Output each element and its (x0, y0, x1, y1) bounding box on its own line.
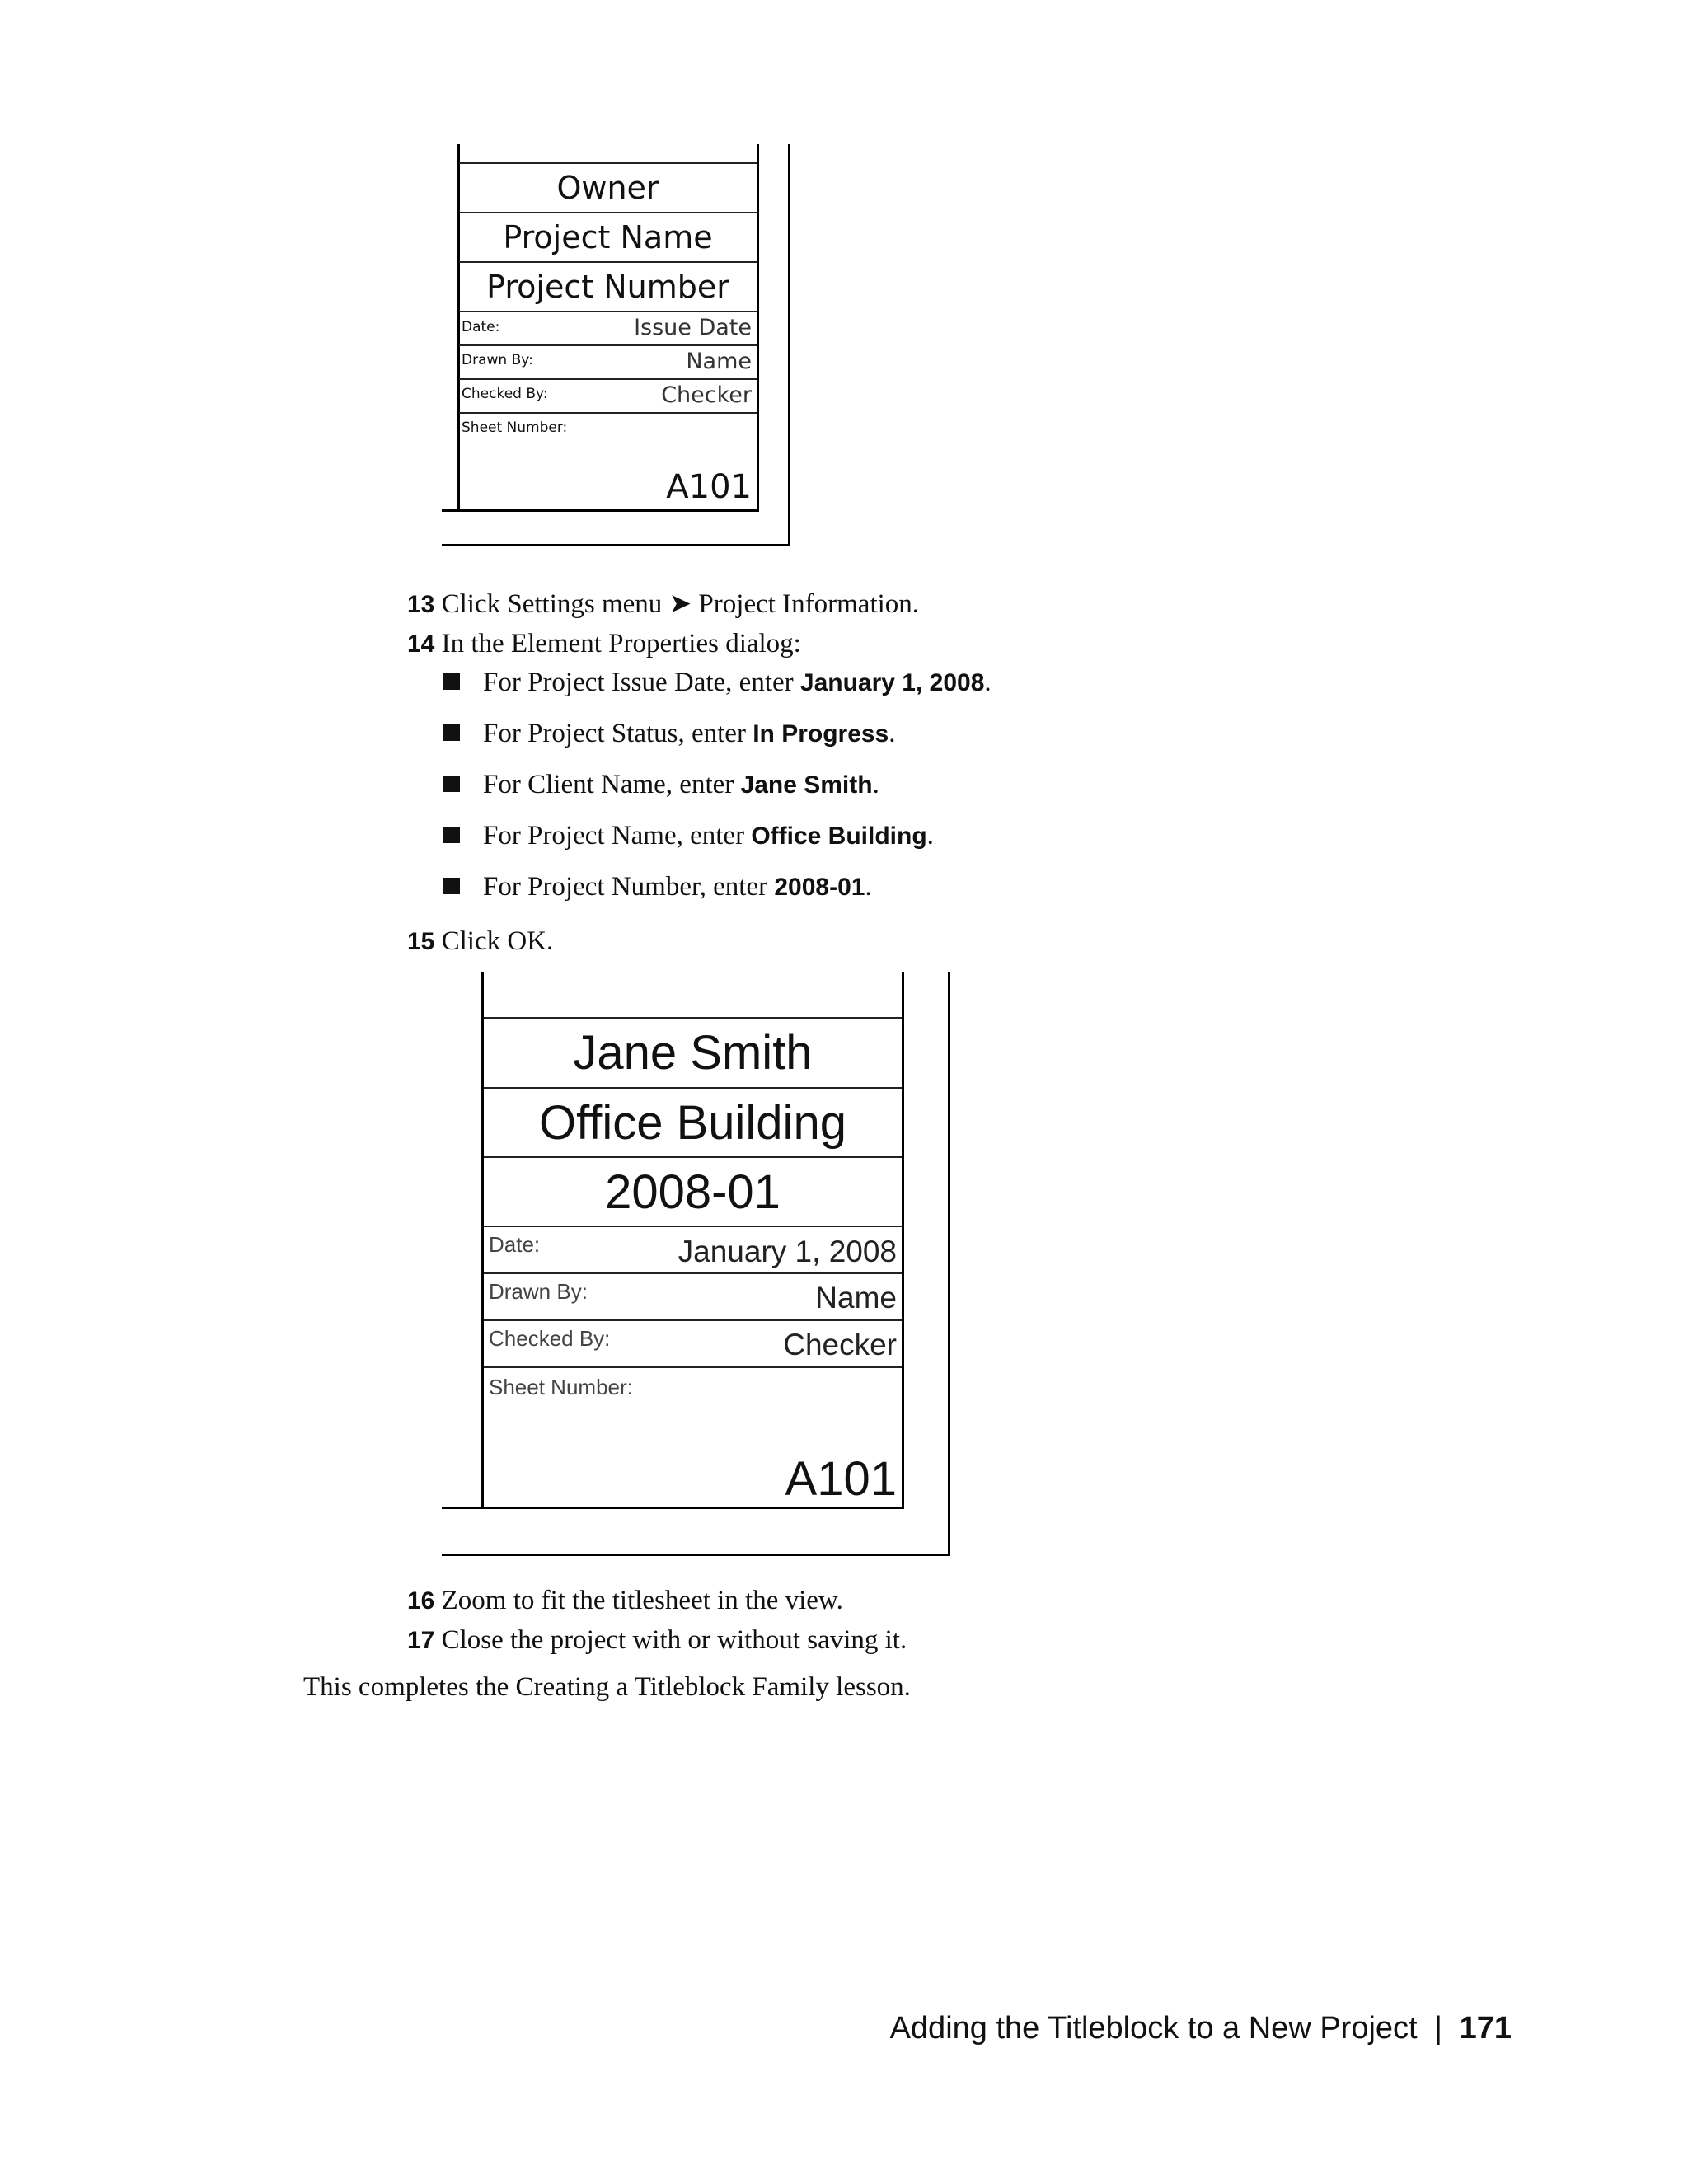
project-name-cell (484, 1087, 902, 1156)
project-name-value: Office Building (539, 1095, 846, 1150)
page-number: 171 (1459, 2011, 1512, 2046)
bullet-punct: . (872, 770, 879, 799)
project-number-cell (459, 261, 757, 311)
sheet-outer-border (948, 972, 950, 1556)
sheet-number-cell (459, 412, 757, 511)
bullet-text: For Project Number, enter (483, 872, 775, 902)
drawn-by-label: Drawn By: (489, 1279, 588, 1304)
sheet-number-cell (484, 1366, 902, 1508)
date-value: Issue Date (634, 315, 752, 340)
sheet-number-value: A101 (666, 468, 752, 506)
lesson-conclusion: This completes the Creating a Titleblock Family lesson. (303, 1672, 911, 1702)
bullet-project-number (443, 870, 872, 904)
step-text: In the Element Properties dialog: (441, 629, 801, 658)
sheet-bottom-border (442, 544, 790, 546)
date-label: Date: (462, 319, 500, 335)
date-label: Date: (489, 1232, 541, 1257)
sheet-number-label: Sheet Number: (462, 419, 568, 436)
page-footer (890, 2011, 1512, 2046)
bullet-punct: . (984, 668, 992, 697)
drawn-by-row (459, 344, 757, 378)
drawn-by-value: Name (815, 1281, 897, 1315)
step-15 (407, 925, 553, 958)
bullet-text: For Project Status, enter (483, 719, 753, 748)
titleblock-updated (437, 972, 956, 1558)
checked-by-value: Checker (661, 382, 752, 408)
footer-section-title: Adding the Titleblock to a New Project (889, 2011, 1418, 2046)
bullet-value: 2008-01 (774, 874, 865, 901)
step-text: Click Settings menu ➤ Project Information. (441, 589, 920, 619)
bullet-punct: . (926, 821, 934, 851)
checked-by-label: Checked By: (489, 1326, 611, 1351)
bullet-value: In Progress (753, 720, 889, 748)
owner-value: Jane Smith (573, 1026, 813, 1080)
step-number: 14 (407, 630, 435, 658)
bullet-issue-date (443, 666, 992, 700)
titleblock-original (437, 144, 799, 548)
bullet-square-icon (443, 878, 460, 894)
step-text: Close the project with or without saving it. (441, 1625, 907, 1655)
drawn-by-value: Name (686, 349, 752, 374)
bullet-text: For Client Name, enter (483, 770, 741, 799)
owner-value: Owner (556, 170, 659, 206)
bullet-text: For Project Issue Date, enter (483, 668, 800, 697)
sheet-number-label: Sheet Number: (489, 1375, 633, 1399)
project-number-value: 2008-01 (605, 1165, 781, 1219)
bullet-punct: . (889, 719, 896, 748)
bullet-project-name (443, 819, 934, 853)
bullet-value: Office Building (751, 823, 927, 850)
bullet-text: For Project Name, enter (483, 821, 752, 851)
bullet-square-icon (443, 827, 460, 843)
step-17 (407, 1624, 907, 1657)
step-text: Zoom to fit the titlesheet in the view. (441, 1586, 843, 1615)
titleblock-right-border (757, 144, 759, 511)
drawn-by-row (484, 1272, 902, 1319)
step-number: 13 (407, 591, 435, 618)
project-number-cell (484, 1156, 902, 1226)
checked-by-value: Checker (783, 1328, 897, 1361)
checked-by-row (459, 378, 757, 412)
project-name-cell (459, 212, 757, 261)
owner-cell (459, 162, 757, 212)
bullet-square-icon (443, 673, 460, 690)
step-16 (407, 1584, 843, 1618)
date-row (484, 1226, 902, 1272)
bullet-square-icon (443, 724, 460, 741)
step-13 (407, 588, 919, 621)
step-number: 16 (407, 1587, 435, 1615)
checked-by-label: Checked By: (462, 386, 548, 402)
step-14 (407, 627, 801, 661)
sheet-number-value: A101 (785, 1452, 897, 1506)
date-row (459, 311, 757, 344)
footer-separator: | (1434, 2011, 1443, 2046)
step-number: 15 (407, 928, 435, 955)
drawn-by-label: Drawn By: (462, 352, 533, 368)
date-value: January 1, 2008 (678, 1235, 897, 1268)
bullet-client-name (443, 768, 879, 802)
project-name-value: Project Name (503, 219, 713, 255)
bullet-value: Jane Smith (740, 771, 873, 799)
sheet-outer-border (788, 144, 790, 546)
sheet-bottom-border (442, 1554, 950, 1556)
step-number: 17 (407, 1627, 435, 1654)
checked-by-row (484, 1319, 902, 1366)
bullet-status (443, 717, 896, 751)
bullet-punct: . (865, 872, 872, 902)
owner-cell (484, 1017, 902, 1087)
bullet-value: January 1, 2008 (799, 669, 985, 696)
titleblock-right-border (902, 972, 904, 1508)
project-number-value: Project Number (486, 269, 729, 305)
bullet-square-icon (443, 776, 460, 792)
step-text: Click OK. (441, 926, 554, 956)
